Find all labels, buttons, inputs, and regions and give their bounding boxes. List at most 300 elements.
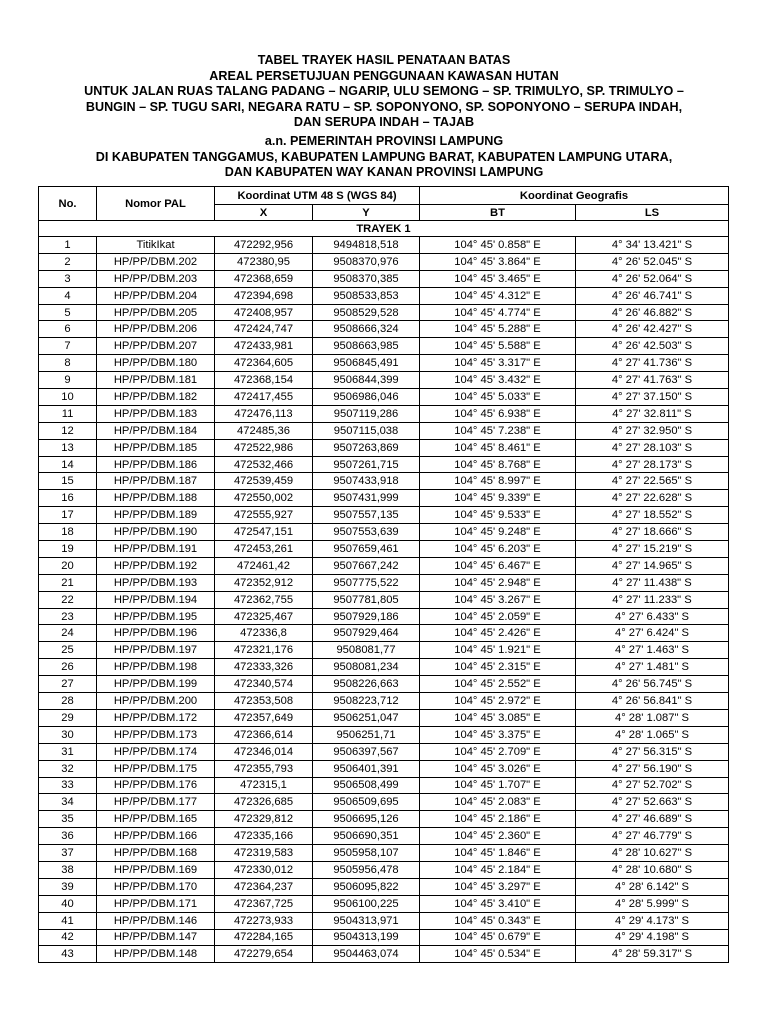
nomor-pal: HP/PP/DBM.200: [97, 693, 215, 710]
utm-y: 9508663,985: [313, 338, 420, 355]
nomor-pal: HP/PP/DBM.194: [97, 591, 215, 608]
table-row: [39, 355, 729, 372]
geo-bt: 104° 45' 2.360" E: [420, 828, 576, 845]
row-number: 18: [39, 524, 97, 541]
utm-y: 9507431,999: [313, 490, 420, 507]
row-number: 5: [39, 304, 97, 321]
geo-bt: 104° 45' 3.410" E: [420, 895, 576, 912]
table-row: [39, 895, 729, 912]
nomor-pal: HP/PP/DBM.172: [97, 709, 215, 726]
row-number: 6: [39, 321, 97, 338]
geo-ls: 4° 27' 14.965" S: [576, 557, 729, 574]
table-row: [39, 811, 729, 828]
header-bt: BT: [420, 205, 576, 221]
nomor-pal: HP/PP/DBM.166: [97, 828, 215, 845]
utm-x: 472539,459: [215, 473, 313, 490]
utm-y: 9507553,639: [313, 524, 420, 541]
table-row: [39, 760, 729, 777]
section-label: TRAYEK 1: [39, 221, 729, 237]
utm-x: 472326,685: [215, 794, 313, 811]
utm-y: 9494818,518: [313, 237, 420, 254]
utm-y: 9508226,663: [313, 676, 420, 693]
geo-ls: 4° 27' 1.481" S: [576, 659, 729, 676]
geo-bt: 104° 45' 9.248" E: [420, 524, 576, 541]
table-row: [39, 524, 729, 541]
nomor-pal: HP/PP/DBM.168: [97, 845, 215, 862]
table-row: [39, 845, 729, 862]
utm-y: 9508370,976: [313, 253, 420, 270]
utm-x: 472329,812: [215, 811, 313, 828]
table-row: [39, 405, 729, 422]
geo-ls: 4° 27' 22.565" S: [576, 473, 729, 490]
geo-bt: 104° 45' 3.864" E: [420, 253, 576, 270]
nomor-pal: HP/PP/DBM.205: [97, 304, 215, 321]
geo-bt: 104° 45' 4.312" E: [420, 287, 576, 304]
geo-bt: 104° 45' 3.317" E: [420, 355, 576, 372]
row-number: 28: [39, 693, 97, 710]
geo-bt: 104° 45' 8.768" E: [420, 456, 576, 473]
nomor-pal: HP/PP/DBM.170: [97, 878, 215, 895]
geo-ls: 4° 34' 13.421" S: [576, 237, 729, 254]
geo-bt: 104° 45' 6.203" E: [420, 541, 576, 558]
table-row: [39, 490, 729, 507]
row-number: 38: [39, 861, 97, 878]
row-number: 19: [39, 541, 97, 558]
row-number: 7: [39, 338, 97, 355]
geo-ls: 4° 28' 10.627" S: [576, 845, 729, 862]
utm-x: 472417,455: [215, 389, 313, 406]
nomor-pal: HP/PP/DBM.203: [97, 270, 215, 287]
geo-ls: 4° 27' 52.663" S: [576, 794, 729, 811]
utm-y: 9507929,186: [313, 608, 420, 625]
table-row: [39, 456, 729, 473]
table-row: [39, 625, 729, 642]
nomor-pal: HP/PP/DBM.175: [97, 760, 215, 777]
table-row: [39, 557, 729, 574]
utm-y: 9506509,695: [313, 794, 420, 811]
utm-y: 9506401,391: [313, 760, 420, 777]
geo-ls: 4° 28' 1.065" S: [576, 726, 729, 743]
geo-ls: 4° 27' 46.689" S: [576, 811, 729, 828]
row-number: 8: [39, 355, 97, 372]
utm-x: 472279,654: [215, 946, 313, 963]
utm-x: 472532,466: [215, 456, 313, 473]
header-utm: Koordinat UTM 48 S (WGS 84): [215, 187, 420, 205]
utm-x: 472547,151: [215, 524, 313, 541]
geo-ls: 4° 26' 42.503" S: [576, 338, 729, 355]
geo-bt: 104° 45' 4.774" E: [420, 304, 576, 321]
utm-y: 9508081,234: [313, 659, 420, 676]
utm-y: 9507433,918: [313, 473, 420, 490]
geo-ls: 4° 27' 52.702" S: [576, 777, 729, 794]
utm-y: 9508666,324: [313, 321, 420, 338]
table-row: [39, 861, 729, 878]
geo-ls: 4° 28' 59.317" S: [576, 946, 729, 963]
row-number: 13: [39, 439, 97, 456]
geo-ls: 4° 26' 52.045" S: [576, 253, 729, 270]
geo-ls: 4° 29' 4.198" S: [576, 929, 729, 946]
geo-ls: 4° 27' 6.433" S: [576, 608, 729, 625]
row-number: 31: [39, 743, 97, 760]
row-number: 21: [39, 574, 97, 591]
utm-y: 9506095,822: [313, 878, 420, 895]
nomor-pal: HP/PP/DBM.188: [97, 490, 215, 507]
row-number: 39: [39, 878, 97, 895]
table-row: [39, 878, 729, 895]
utm-y: 9506690,351: [313, 828, 420, 845]
nomor-pal: HP/PP/DBM.192: [97, 557, 215, 574]
title-line: AREAL PERSETUJUAN PENGGUNAAN KAWASAN HUTAN: [209, 68, 559, 83]
table-row: [39, 929, 729, 946]
utm-y: 9508370,385: [313, 270, 420, 287]
table-row: [39, 439, 729, 456]
utm-y: 9505956,478: [313, 861, 420, 878]
utm-y: 9505958,107: [313, 845, 420, 862]
subtitle-line: DI KABUPATEN TANGGAMUS, KABUPATEN LAMPUNG BARAT, KABUPATEN LAMPUNG UTARA,: [95, 149, 673, 164]
geo-bt: 104° 45' 2.059" E: [420, 608, 576, 625]
row-number: 25: [39, 642, 97, 659]
geo-ls: 4° 26' 52.064" S: [576, 270, 729, 287]
header-ls: LS: [576, 205, 729, 221]
subtitle-line: DAN KABUPATEN WAY KANAN PROVINSI LAMPUNG: [224, 165, 544, 180]
utm-y: 9508533,853: [313, 287, 420, 304]
table-row: [39, 389, 729, 406]
table-row: [39, 608, 729, 625]
geo-ls: 4° 29' 4.173" S: [576, 912, 729, 929]
nomor-pal: HP/PP/DBM.199: [97, 676, 215, 693]
utm-y: 9507119,286: [313, 405, 420, 422]
geo-ls: 4° 27' 41.736" S: [576, 355, 729, 372]
geo-ls: 4° 28' 5.999" S: [576, 895, 729, 912]
nomor-pal: HP/PP/DBM.193: [97, 574, 215, 591]
utm-x: 472273,933: [215, 912, 313, 929]
utm-x: 472366,614: [215, 726, 313, 743]
utm-x: 472380,95: [215, 253, 313, 270]
row-number: 1: [39, 237, 97, 254]
row-number: 37: [39, 845, 97, 862]
utm-y: 9506845,491: [313, 355, 420, 372]
table-row: [39, 237, 729, 254]
utm-y: 9506251,047: [313, 709, 420, 726]
section-row: [39, 221, 729, 237]
geo-bt: 104° 45' 2.709" E: [420, 743, 576, 760]
utm-x: 472485,36: [215, 422, 313, 439]
geo-ls: 4° 27' 18.552" S: [576, 507, 729, 524]
utm-y: 9506695,126: [313, 811, 420, 828]
geo-bt: 104° 45' 8.997" E: [420, 473, 576, 490]
utm-x: 472368,659: [215, 270, 313, 287]
geo-ls: 4° 27' 11.233" S: [576, 591, 729, 608]
geo-ls: 4° 26' 56.745" S: [576, 676, 729, 693]
geo-bt: 104° 45' 3.297" E: [420, 878, 576, 895]
utm-x: 472335,166: [215, 828, 313, 845]
geo-bt: 104° 45' 3.375" E: [420, 726, 576, 743]
geo-bt: 104° 45' 3.026" E: [420, 760, 576, 777]
utm-y: 9507557,135: [313, 507, 420, 524]
geo-bt: 104° 45' 2.948" E: [420, 574, 576, 591]
table-row: [39, 709, 729, 726]
utm-y: 9506100,225: [313, 895, 420, 912]
geo-bt: 104° 45' 5.588" E: [420, 338, 576, 355]
geo-ls: 4° 27' 1.463" S: [576, 642, 729, 659]
utm-y: 9507261,715: [313, 456, 420, 473]
table-row: [39, 541, 729, 558]
utm-y: 9507667,242: [313, 557, 420, 574]
row-number: 41: [39, 912, 97, 929]
utm-y: 9506397,567: [313, 743, 420, 760]
geo-ls: 4° 26' 56.841" S: [576, 693, 729, 710]
table-row: [39, 422, 729, 439]
geo-bt: 104° 45' 2.083" E: [420, 794, 576, 811]
geo-bt: 104° 45' 2.315" E: [420, 659, 576, 676]
table-row: [39, 253, 729, 270]
nomor-pal: HP/PP/DBM.176: [97, 777, 215, 794]
title-line: DAN SERUPA INDAH – TAJAB: [293, 115, 475, 130]
row-number: 16: [39, 490, 97, 507]
title-line: BUNGIN – SP. TUGU SARI, NEGARA RATU – SP. SOPONYONO, SP. SOPONYONO – SERUPA INDAH,: [85, 99, 683, 114]
utm-x: 472325,467: [215, 608, 313, 625]
nomor-pal: HP/PP/DBM.146: [97, 912, 215, 929]
geo-bt: 104° 45' 0.679" E: [420, 929, 576, 946]
utm-x: 472362,755: [215, 591, 313, 608]
utm-x: 472424,747: [215, 321, 313, 338]
header-no: No.: [39, 187, 97, 221]
utm-x: 472355,793: [215, 760, 313, 777]
geo-bt: 104° 45' 0.343" E: [420, 912, 576, 929]
row-number: 43: [39, 946, 97, 963]
geo-ls: 4° 27' 18.666" S: [576, 524, 729, 541]
utm-x: 472555,927: [215, 507, 313, 524]
utm-x: 472292,956: [215, 237, 313, 254]
utm-x: 472330,012: [215, 861, 313, 878]
row-number: 26: [39, 659, 97, 676]
utm-x: 472319,583: [215, 845, 313, 862]
utm-y: 9507929,464: [313, 625, 420, 642]
utm-x: 472352,912: [215, 574, 313, 591]
geo-ls: 4° 27' 41.763" S: [576, 372, 729, 389]
nomor-pal: HP/PP/DBM.180: [97, 355, 215, 372]
nomor-pal: HP/PP/DBM.186: [97, 456, 215, 473]
nomor-pal: HP/PP/DBM.177: [97, 794, 215, 811]
table-row: [39, 794, 729, 811]
row-number: 17: [39, 507, 97, 524]
geo-bt: 104° 45' 7.238" E: [420, 422, 576, 439]
geo-bt: 104° 45' 6.467" E: [420, 557, 576, 574]
table-row: [39, 676, 729, 693]
table-row: [39, 304, 729, 321]
nomor-pal: HP/PP/DBM.187: [97, 473, 215, 490]
geo-bt: 104° 45' 1.707" E: [420, 777, 576, 794]
row-number: 30: [39, 726, 97, 743]
row-number: 20: [39, 557, 97, 574]
geo-bt: 104° 45' 3.432" E: [420, 372, 576, 389]
utm-y: 9504313,971: [313, 912, 420, 929]
row-number: 4: [39, 287, 97, 304]
nomor-pal: HP/PP/DBM.195: [97, 608, 215, 625]
nomor-pal: HP/PP/DBM.191: [97, 541, 215, 558]
row-number: 15: [39, 473, 97, 490]
utm-x: 472522,986: [215, 439, 313, 456]
row-number: 3: [39, 270, 97, 287]
utm-x: 472284,165: [215, 929, 313, 946]
nomor-pal: HP/PP/DBM.165: [97, 811, 215, 828]
geo-bt: 104° 45' 2.426" E: [420, 625, 576, 642]
nomor-pal: HP/PP/DBM.207: [97, 338, 215, 355]
table-row: [39, 507, 729, 524]
row-number: 27: [39, 676, 97, 693]
utm-x: 472453,261: [215, 541, 313, 558]
geo-bt: 104° 45' 3.267" E: [420, 591, 576, 608]
geo-bt: 104° 45' 0.534" E: [420, 946, 576, 963]
nomor-pal: HP/PP/DBM.148: [97, 946, 215, 963]
geo-ls: 4° 28' 10.680" S: [576, 861, 729, 878]
geo-ls: 4° 27' 11.438" S: [576, 574, 729, 591]
geo-ls: 4° 27' 28.103" S: [576, 439, 729, 456]
row-number: 2: [39, 253, 97, 270]
row-number: 22: [39, 591, 97, 608]
utm-y: 9508223,712: [313, 693, 420, 710]
geo-ls: 4° 26' 42.427" S: [576, 321, 729, 338]
nomor-pal: HP/PP/DBM.147: [97, 929, 215, 946]
utm-y: 9504463,074: [313, 946, 420, 963]
geo-ls: 4° 27' 22.628" S: [576, 490, 729, 507]
utm-x: 472364,237: [215, 878, 313, 895]
title-line: UNTUK JALAN RUAS TALANG PADANG – NGARIP, ULU SEMONG – SP. TRIMULYO, SP. TRIMULYO –: [84, 84, 684, 99]
table-row: [39, 946, 729, 963]
nomor-pal: HP/PP/DBM.190: [97, 524, 215, 541]
utm-x: 472336,8: [215, 625, 313, 642]
row-number: 34: [39, 794, 97, 811]
utm-y: 9506844,399: [313, 372, 420, 389]
geo-bt: 104° 45' 5.288" E: [420, 321, 576, 338]
row-number: 10: [39, 389, 97, 406]
utm-x: 472315,1: [215, 777, 313, 794]
nomor-pal: HP/PP/DBM.198: [97, 659, 215, 676]
nomor-pal: TitikIkat: [97, 237, 215, 254]
table-row: [39, 828, 729, 845]
subtitle-line: a.n. PEMERINTAH PROVINSI LAMPUNG: [264, 133, 504, 148]
nomor-pal: HP/PP/DBM.185: [97, 439, 215, 456]
geo-ls: 4° 28' 1.087" S: [576, 709, 729, 726]
geo-ls: 4° 28' 6.142" S: [576, 878, 729, 895]
row-number: 9: [39, 372, 97, 389]
utm-y: 9507263,869: [313, 439, 420, 456]
table-row: [39, 693, 729, 710]
utm-x: 472333,326: [215, 659, 313, 676]
title-line: TABEL TRAYEK HASIL PENATAAN BATAS: [257, 53, 511, 67]
table-row: [39, 270, 729, 287]
geo-ls: 4° 27' 37.150" S: [576, 389, 729, 406]
geo-ls: 4° 27' 46.779" S: [576, 828, 729, 845]
utm-x: 472346,014: [215, 743, 313, 760]
utm-x: 472357,649: [215, 709, 313, 726]
nomor-pal: HP/PP/DBM.181: [97, 372, 215, 389]
nomor-pal: HP/PP/DBM.183: [97, 405, 215, 422]
table-row: [39, 473, 729, 490]
utm-y: 9507115,038: [313, 422, 420, 439]
geo-bt: 104° 45' 2.186" E: [420, 811, 576, 828]
table-row: [39, 287, 729, 304]
table-row: [39, 743, 729, 760]
row-number: 23: [39, 608, 97, 625]
row-number: 14: [39, 456, 97, 473]
geo-bt: 104° 45' 6.938" E: [420, 405, 576, 422]
table-body: [39, 221, 729, 963]
nomor-pal: HP/PP/DBM.189: [97, 507, 215, 524]
geo-bt: 104° 45' 0.858" E: [420, 237, 576, 254]
geo-bt: 104° 45' 2.552" E: [420, 676, 576, 693]
nomor-pal: HP/PP/DBM.202: [97, 253, 215, 270]
utm-x: 472364,605: [215, 355, 313, 372]
header-y: Y: [313, 205, 420, 221]
nomor-pal: HP/PP/DBM.204: [97, 287, 215, 304]
row-number: 40: [39, 895, 97, 912]
row-number: 33: [39, 777, 97, 794]
header-geografis: Koordinat Geografis: [420, 187, 729, 205]
geo-bt: 104° 45' 1.921" E: [420, 642, 576, 659]
geo-bt: 104° 45' 8.461" E: [420, 439, 576, 456]
utm-x: 472321,176: [215, 642, 313, 659]
geo-bt: 104° 45' 2.184" E: [420, 861, 576, 878]
row-number: 35: [39, 811, 97, 828]
geo-bt: 104° 45' 1.846" E: [420, 845, 576, 862]
geo-bt: 104° 45' 3.465" E: [420, 270, 576, 287]
utm-x: 472476,113: [215, 405, 313, 422]
table-header: [39, 187, 729, 221]
geo-ls: 4° 26' 46.882" S: [576, 304, 729, 321]
geo-ls: 4° 27' 56.190" S: [576, 760, 729, 777]
utm-y: 9508529,528: [313, 304, 420, 321]
nomor-pal: HP/PP/DBM.169: [97, 861, 215, 878]
utm-y: 9507659,461: [313, 541, 420, 558]
utm-x: 472340,574: [215, 676, 313, 693]
row-number: 32: [39, 760, 97, 777]
utm-y: 9507781,805: [313, 591, 420, 608]
nomor-pal: HP/PP/DBM.173: [97, 726, 215, 743]
geo-ls: 4° 26' 46.741" S: [576, 287, 729, 304]
geo-bt: 104° 45' 3.085" E: [420, 709, 576, 726]
document-title: [0, 53, 768, 181]
row-number: 36: [39, 828, 97, 845]
geo-bt: 104° 45' 5.033" E: [420, 389, 576, 406]
utm-x: 472394,698: [215, 287, 313, 304]
nomor-pal: HP/PP/DBM.174: [97, 743, 215, 760]
geo-ls: 4° 27' 6.424" S: [576, 625, 729, 642]
geo-ls: 4° 27' 15.219" S: [576, 541, 729, 558]
table-row: [39, 726, 729, 743]
table-row: [39, 574, 729, 591]
row-number: 29: [39, 709, 97, 726]
nomor-pal: HP/PP/DBM.197: [97, 642, 215, 659]
nomor-pal: HP/PP/DBM.171: [97, 895, 215, 912]
utm-y: 9506508,499: [313, 777, 420, 794]
table-row: [39, 338, 729, 355]
geo-bt: 104° 45' 9.339" E: [420, 490, 576, 507]
utm-y: 9506251,71: [313, 726, 420, 743]
header-nomor-pal: Nomor PAL: [97, 187, 215, 221]
geo-bt: 104° 45' 9.533" E: [420, 507, 576, 524]
row-number: 12: [39, 422, 97, 439]
header-x: X: [215, 205, 313, 221]
nomor-pal: HP/PP/DBM.206: [97, 321, 215, 338]
row-number: 24: [39, 625, 97, 642]
utm-x: 472461,42: [215, 557, 313, 574]
geo-ls: 4° 27' 32.811" S: [576, 405, 729, 422]
table-row: [39, 591, 729, 608]
utm-x: 472433,981: [215, 338, 313, 355]
row-number: 42: [39, 929, 97, 946]
nomor-pal: HP/PP/DBM.196: [97, 625, 215, 642]
